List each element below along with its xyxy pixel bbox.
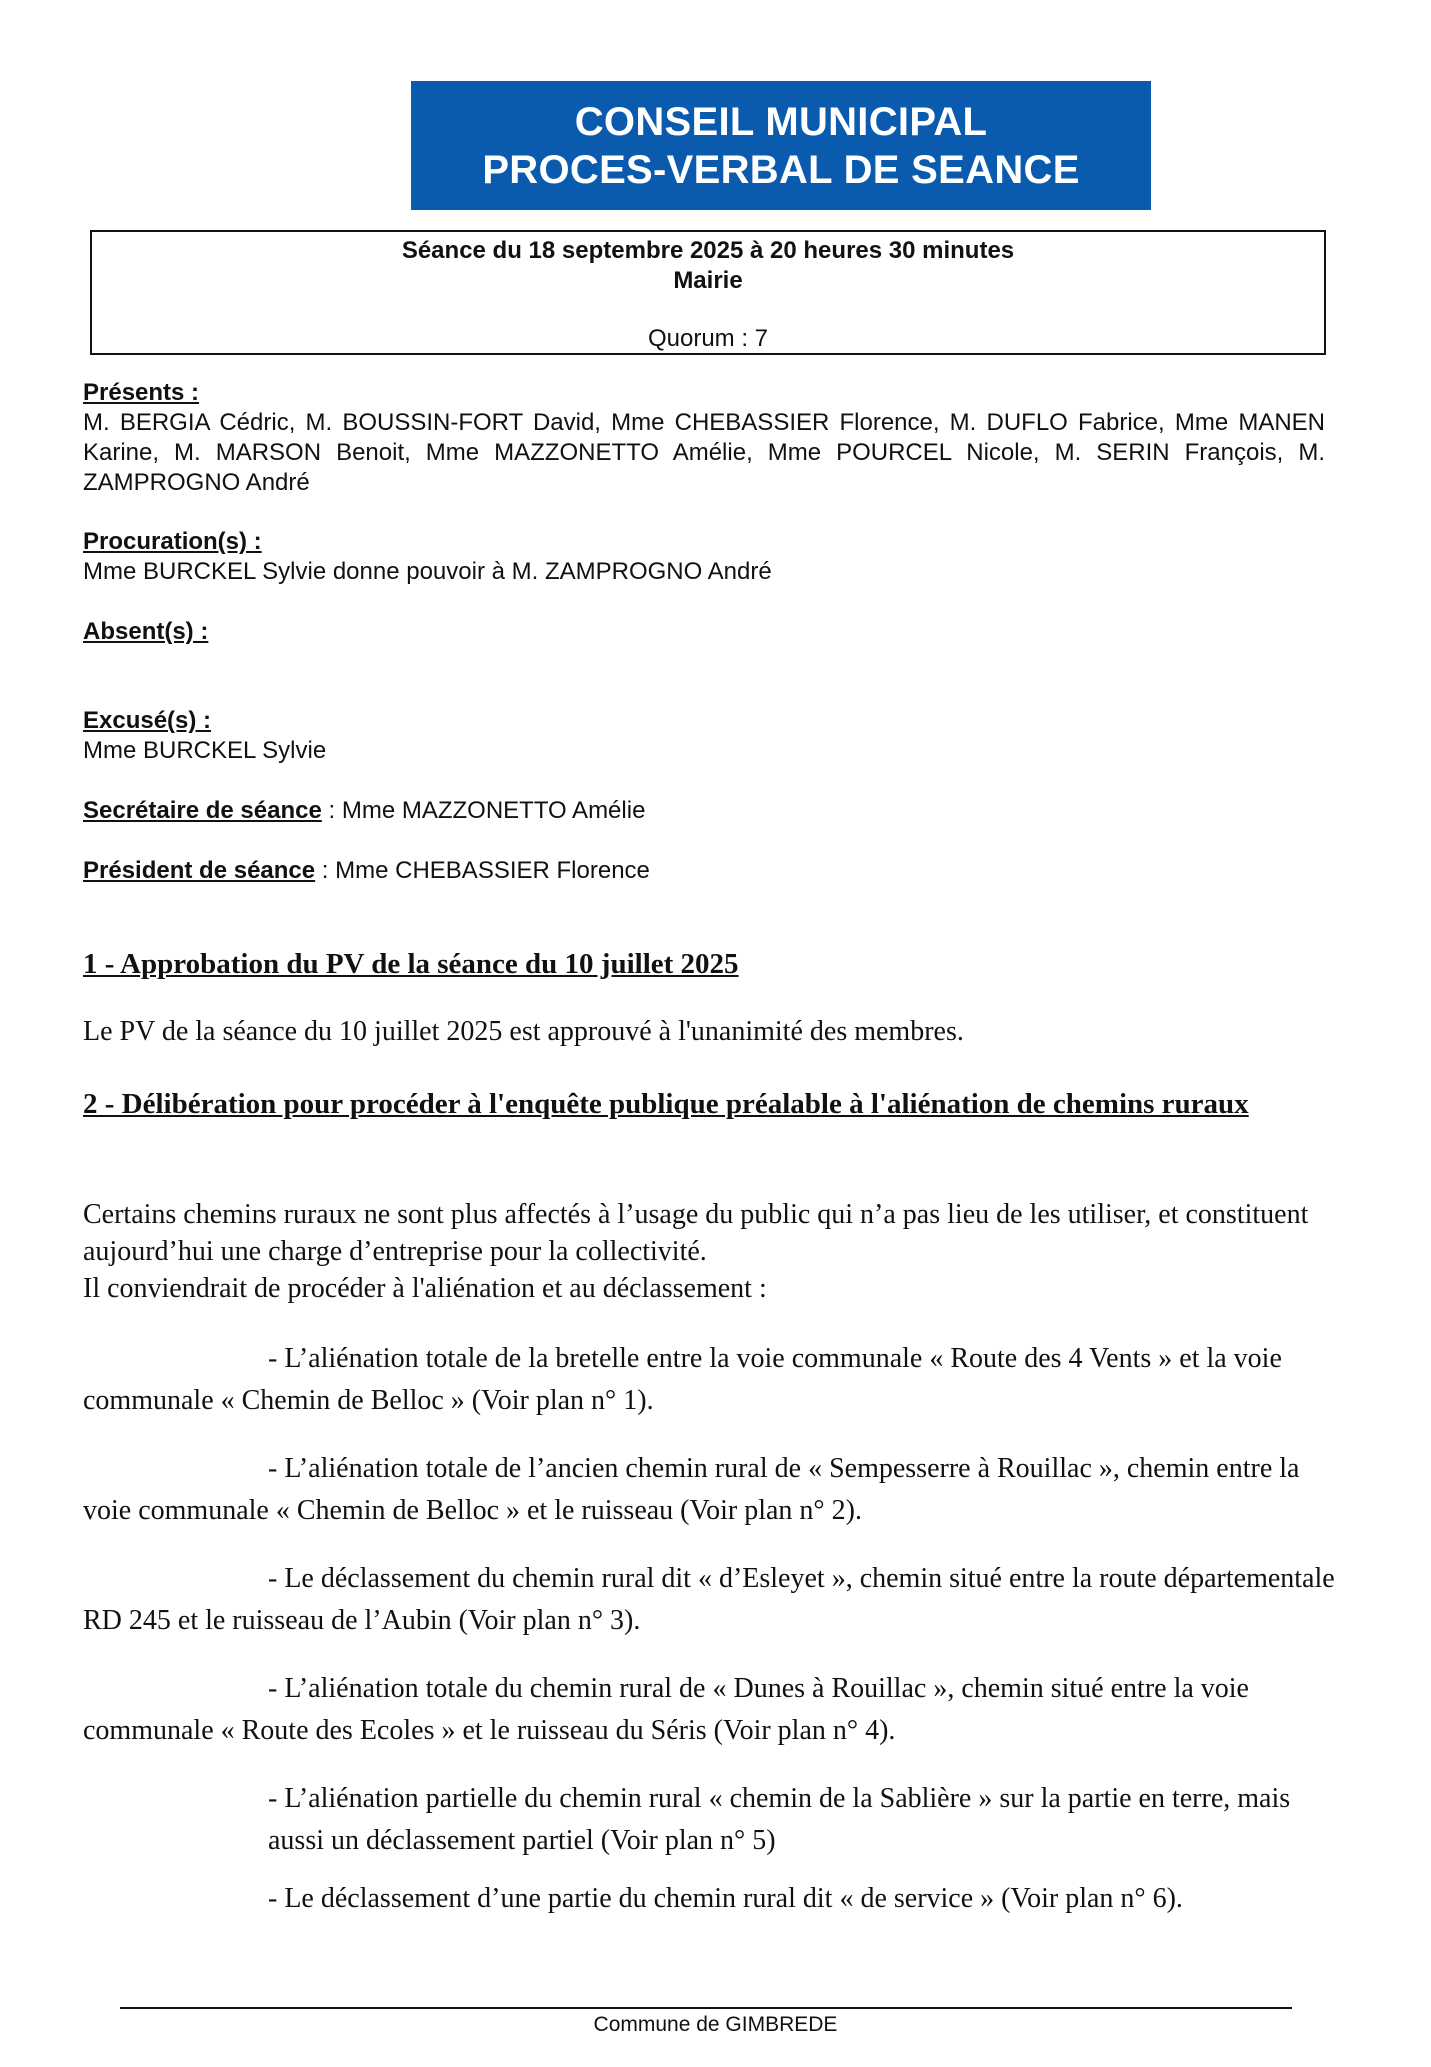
section-1-heading: 1 - Approbation du PV de la séance du 10 juillet 2025 <box>83 948 739 980</box>
president-section <box>83 856 1325 886</box>
procurations-section <box>83 527 1325 587</box>
president-text: : Mme CHEBASSIER Florence <box>315 857 650 884</box>
procurations-label: Procuration(s) : <box>83 528 262 555</box>
secretaire-text: : Mme MAZZONETTO Amélie <box>321 797 646 824</box>
presents-label: Présents : <box>83 379 200 406</box>
procurations-text: Mme BURCKEL Sylvie donne pouvoir à M. ZAMPROGNO André <box>83 558 772 585</box>
section-2-intro-line-1: Certains chemins ruraux ne sont plus affectés à l’usage du public qui n’a pas lieu de les utiliser, et constituent aujourd’hui une charge d’entreprise pour la collectivité. <box>83 1199 1309 1267</box>
section-1-text: Le PV de la séance du 10 juillet 2025 est approuvé à l'unanimité des membres. <box>83 1016 964 1047</box>
session-quorum: Quorum : 7 <box>647 325 769 352</box>
section-2-intro <box>83 1196 1343 1307</box>
secretaire-label: Secrétaire de séance <box>83 797 322 824</box>
list-item: - Le déclassement du chemin rural dit « d’Esleyet », chemin situé entre la route départementale RD 245 et le ruisseau de l’Aubin (Voir plan n° 3). <box>83 1563 1335 1636</box>
list-item: - L’aliénation totale de la bretelle entre la voie communale « Route des 4 Vents » et la voie communale « Chemin de Belloc » (Voir plan n° 1). <box>83 1343 1282 1416</box>
absents-label: Absent(s) : <box>83 618 209 645</box>
absents-section <box>83 617 1325 647</box>
session-place: Mairie <box>673 267 743 294</box>
list-item: - L’aliénation totale de l’ancien chemin rural de « Sempesserre à Rouillac », chemin entre la voie communale « Chemin de Belloc » et le ruisseau (Voir plan n° 2). <box>83 1453 1300 1526</box>
list-item: - Le déclassement d’une partie du chemin rural dit « de service » (Voir plan n° 6). <box>268 1883 1183 1914</box>
list-item: - L’aliénation partielle du chemin rural « chemin de la Sablière » sur la partie en terre, mais aussi un déclassement partiel (Voir plan n° 5) <box>268 1783 1291 1856</box>
presents-section <box>83 378 1325 498</box>
section-2-intro-line-2: Il conviendrait de procéder à l'aliénation et au déclassement : <box>83 1273 767 1304</box>
president-label: Président de séance <box>83 857 316 884</box>
list-item: - L’aliénation totale du chemin rural de « Dunes à Rouillac », chemin situé entre la voie communale « Route des Ecoles » et le ruisseau du Séris (Voir plan n° 4). <box>83 1673 1249 1746</box>
excuses-section <box>83 706 1325 766</box>
footer-divider <box>120 2007 1292 2009</box>
title-line-2: PROCES-VERBAL DE SEANCE <box>482 147 1080 192</box>
excuses-text: Mme BURCKEL Sylvie <box>83 737 327 764</box>
title-line-1: CONSEIL MUNICIPAL <box>574 99 988 144</box>
secretaire-section <box>83 796 1325 826</box>
session-date: Séance du 18 septembre 2025 à 20 heures 30 minutes <box>401 237 1015 264</box>
presents-list: M. BERGIA Cédric, M. BOUSSIN-FORT David, Mme CHEBASSIER Florence, M. DUFLO Fabrice, Mme MANEN Karine, M. MARSON Benoit, Mme MAZZONETTO Amélie, Mme POURCEL Nicole, M. SERIN François, M. ZAMPROGNO André <box>83 409 1325 496</box>
document-title-banner <box>411 81 1151 210</box>
footer-commune: Commune de GIMBREDE <box>593 2013 838 2036</box>
session-info-box <box>90 230 1326 355</box>
section-2-heading: 2 - Délibération pour procéder à l'enquête publique préalable à l'aliénation de chemins ruraux <box>83 1088 1249 1120</box>
excuses-label: Excusé(s) : <box>83 707 212 734</box>
